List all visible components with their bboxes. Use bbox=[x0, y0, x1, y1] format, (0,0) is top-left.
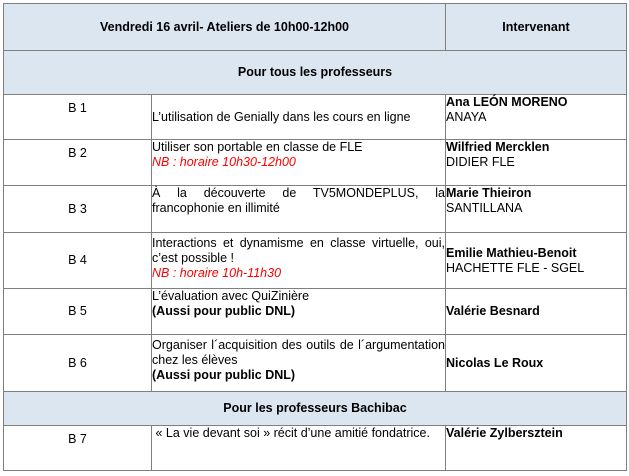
workshop-title: L’évaluation avec QuiZinière (Aussi pour public DNL) bbox=[152, 289, 446, 335]
table-row bbox=[4, 335, 627, 392]
section-label: Pour tous les professeurs bbox=[4, 51, 627, 95]
header-row bbox=[4, 4, 627, 51]
speaker-publisher: DIDIER FLE bbox=[446, 155, 515, 169]
speaker-publisher: ANAYA bbox=[446, 110, 487, 124]
workshop-code: B 3 bbox=[4, 186, 152, 233]
table-row bbox=[4, 289, 627, 335]
workshop-code: B 2 bbox=[4, 140, 152, 186]
table-row bbox=[4, 426, 627, 471]
speaker-name: Emilie Mathieu-Benoit bbox=[446, 245, 577, 260]
speaker bbox=[446, 186, 627, 233]
workshop-code: B 6 bbox=[4, 335, 152, 392]
speaker bbox=[446, 335, 627, 392]
speaker-publisher: HACHETTE FLE - SGEL bbox=[446, 260, 585, 275]
workshop-code: B 7 bbox=[4, 426, 152, 471]
schedule-note: NB : horaire 10h-11h30 bbox=[152, 266, 282, 280]
workshop-code: B 1 bbox=[4, 95, 152, 140]
speaker-column-header: Intervenant bbox=[446, 4, 627, 51]
speaker-name: Marie Thieiron bbox=[446, 186, 532, 200]
speaker-name: Valérie Zylbersztein bbox=[446, 426, 563, 440]
speaker bbox=[446, 289, 627, 335]
workshop-title: L’utilisation de Genially dans les cours en ligne bbox=[152, 95, 446, 140]
speaker bbox=[446, 140, 627, 186]
section-label: Pour les professeurs Bachibac bbox=[4, 392, 627, 426]
table-row bbox=[4, 186, 627, 233]
speaker bbox=[446, 233, 627, 289]
speaker-name: Valérie Besnard bbox=[446, 304, 540, 318]
table-title: Vendredi 16 avril- Ateliers de 10h00-12h00 bbox=[4, 4, 446, 51]
section-row-all-teachers bbox=[4, 51, 627, 95]
table-row bbox=[4, 95, 627, 140]
speaker-name: Nicolas Le Roux bbox=[446, 355, 544, 370]
table-row bbox=[4, 140, 627, 186]
speaker-name: Wilfried Mercklen bbox=[446, 140, 550, 154]
workshop-code: B 4 bbox=[4, 233, 152, 289]
workshop-title: Organiser l´acquisition des outils de l´argumentation chez les élèves (Aussi pour public DNL) bbox=[152, 335, 446, 392]
audience-note: (Aussi pour public DNL) bbox=[152, 304, 296, 318]
workshop-code: B 5 bbox=[4, 289, 152, 335]
schedule-table bbox=[3, 3, 627, 471]
schedule-note: NB : horaire 10h30-12h00 bbox=[152, 155, 296, 169]
workshop-title: Utiliser son portable en classe de FLE NB : horaire 10h30-12h00 bbox=[152, 140, 446, 186]
speaker-publisher: SANTILLANA bbox=[446, 201, 523, 215]
section-row-bachibac bbox=[4, 392, 627, 426]
speaker bbox=[446, 426, 627, 471]
workshop-title: « La vie devant soi » récit d’une amitié fondatrice. bbox=[152, 426, 446, 471]
speaker-name: Ana LEÓN MORENO bbox=[446, 95, 568, 109]
table-row bbox=[4, 233, 627, 289]
workshop-title: Interactions et dynamisme en classe virtuelle, oui, c’est possible ! NB : horaire 10h-11h30 bbox=[152, 233, 446, 289]
audience-note: (Aussi pour public DNL) bbox=[152, 368, 296, 382]
workshop-title: À la découverte de TV5MONDEPLUS, la francophonie en illimité bbox=[152, 186, 446, 233]
speaker bbox=[446, 95, 627, 140]
